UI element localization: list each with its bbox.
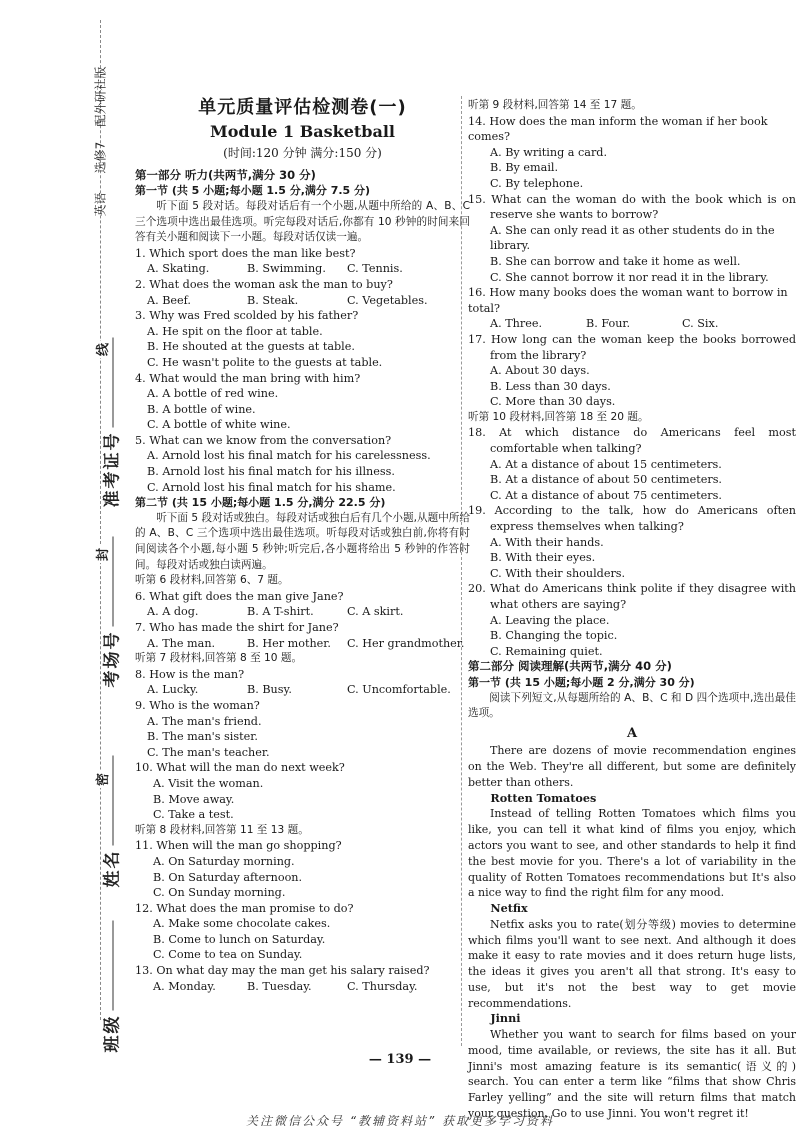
option-b[interactable]: B. Swimming.: [247, 262, 326, 276]
option-b[interactable]: B. Four.: [586, 317, 631, 331]
question-8: 8. How is the man?: [135, 667, 245, 681]
option-c[interactable]: C. Take a test.: [153, 808, 234, 822]
option-b[interactable]: B. A T-shirt.: [247, 605, 314, 619]
book-info: [92, 66, 109, 217]
question-4: 4. What would the man bring with him?: [135, 371, 361, 385]
secret-mark: 密: [92, 771, 111, 788]
question-8-options: [135, 682, 470, 698]
option-a[interactable]: A. A bottle of red wine.: [147, 387, 279, 401]
class-label: 班级: [102, 1014, 123, 1053]
option-b[interactable]: B. Her mother.: [247, 636, 331, 650]
option-c[interactable]: C. Arnold lost his final match for his shame.: [147, 480, 396, 494]
option-b[interactable]: B. He shouted at the guests at table.: [147, 340, 355, 354]
option-a[interactable]: A. About 30 days.: [490, 364, 590, 378]
option-a[interactable]: A. A dog.: [147, 605, 199, 619]
question-7: 7. Who has made the shirt for Jane?: [135, 621, 339, 634]
option-b[interactable]: B. Steak.: [247, 293, 299, 307]
name-blank[interactable]: [112, 756, 114, 846]
option-b[interactable]: B. On Saturday afternoon.: [153, 870, 303, 884]
material-note-7: 听第 7 段材料,回答第 8 至 10 题。: [135, 652, 303, 665]
question-7-options: [135, 636, 470, 652]
binding-margin: [0, 0, 125, 1060]
option-b[interactable]: B. Move away.: [153, 792, 235, 806]
part1-heading: 第一部分 听力(共两节,满分 30 分): [135, 167, 316, 182]
publisher-label: 配外研社版: [93, 66, 108, 127]
question-18: 18. At which distance do Americans feel most comfortable when talking?: [468, 426, 796, 456]
option-b[interactable]: B. By email.: [490, 161, 559, 175]
question-16: 16. How many books does the woman want to borrow in total?: [468, 286, 788, 315]
option-c[interactable]: C. The man's teacher.: [147, 745, 270, 759]
exam-id-blank[interactable]: [112, 338, 114, 428]
exam-id-field[interactable]: [98, 358, 123, 508]
class-field[interactable]: [98, 903, 123, 1053]
part2-section1-instructions: 阅读下列短文,从每题所给的 A、B、C 和 D 四个选项中,选出最佳选项。: [468, 691, 796, 720]
option-a[interactable]: A. By writing a card.: [490, 145, 608, 159]
option-b[interactable]: B. Changing the topic.: [490, 629, 618, 643]
question-2: 2. What does the woman ask the man to buy?: [135, 277, 393, 291]
option-b[interactable]: B. A bottle of wine.: [147, 402, 256, 416]
seal-mark: 封: [92, 546, 111, 563]
option-c[interactable]: C. He wasn't polite to the guests at table.: [147, 355, 383, 369]
option-a[interactable]: A. At a distance of about 15 centimeters.: [490, 457, 722, 471]
material-note-8: 听第 8 段材料,回答第 11 至 13 题。: [135, 823, 309, 836]
question-15: 15. What can the woman do with the book which is on reserve she wants to borrow?: [468, 192, 796, 222]
part2-heading: 第二部分 阅读理解(共两节,满分 40 分): [468, 659, 672, 674]
option-b[interactable]: B. At a distance of about 50 centimeters.: [490, 473, 722, 487]
question-5: 5. What can we know from the conversation?: [135, 433, 392, 447]
option-a[interactable]: A. The man.: [147, 636, 216, 650]
question-1-options: [135, 261, 470, 277]
option-b[interactable]: B. The man's sister.: [147, 730, 258, 744]
subheading-rotten-tomatoes: Rotten Tomatoes: [490, 790, 597, 805]
option-c[interactable]: C. Come to tea on Sunday.: [153, 948, 303, 962]
option-b[interactable]: B. She can borrow and take it home as well.: [490, 254, 741, 268]
passage-paragraph-2: Instead of telling Rotten Tomatoes which films you like, you can tell it what kind of films you enjoy, which actors you want to see, and other standards to help it find the best movie for you. There's a lot of variability in the quality of Rotten Tomatoes recommendations but It's also a nice way to find the right film for any mood.: [468, 807, 796, 900]
question-6-options: [135, 604, 470, 620]
question-17: 17. How long can the woman keep the books borrowed from the library?: [468, 332, 796, 362]
option-a[interactable]: A. Three.: [490, 317, 543, 331]
material-note-9: 听第 9 段材料,回答第 14 至 17 题。: [468, 99, 642, 111]
option-b[interactable]: B. Come to lunch on Saturday.: [153, 932, 326, 946]
option-c[interactable]: C. Thursday.: [347, 979, 418, 993]
passage-paragraph-1: There are dozens of movie recommendation engines on the Web. They're all different, but some are definitely better than others.: [468, 744, 796, 789]
option-c[interactable]: C. Uncomfortable.: [347, 683, 451, 697]
option-b[interactable]: B. Arnold lost his final match for his illness.: [147, 465, 395, 479]
left-column: [135, 97, 470, 994]
subheading-netfix: Netfix: [490, 901, 528, 916]
question-11: 11. When will the man go shopping?: [135, 839, 342, 853]
option-c[interactable]: C. On Sunday morning.: [153, 886, 286, 900]
question-2-options: [135, 293, 470, 309]
question-3: 3. Why was Fred scolded by his father?: [135, 309, 359, 323]
option-a[interactable]: A. Monday.: [153, 979, 216, 993]
line-mark: 线: [92, 341, 111, 358]
material-note-10: 听第 10 段材料,回答第 18 至 20 题。: [468, 410, 649, 423]
option-c[interactable]: C. At a distance of about 75 centimeters.: [490, 488, 722, 502]
module-title: Module 1 Basketball: [210, 121, 395, 141]
question-19: 19. According to the talk, how do Americans often express themselves when talking?: [468, 504, 796, 534]
name-label: 姓名: [102, 849, 123, 888]
room-label: 考场号: [102, 630, 123, 688]
book-label: 选修7: [93, 141, 108, 174]
option-c[interactable]: C. Her grandmother.: [347, 636, 465, 650]
right-column: [468, 98, 796, 1122]
question-6: 6. What gift does the man give Jane?: [135, 589, 344, 603]
subject-label: 英语: [93, 192, 108, 217]
option-c[interactable]: C. She cannot borrow it nor read it in the library.: [490, 270, 769, 284]
class-blank[interactable]: [112, 921, 114, 1011]
option-a[interactable]: A. Arnold lost his final match for his carelessness.: [147, 449, 431, 463]
option-c[interactable]: C. By telephone.: [490, 176, 584, 190]
question-13-options: [135, 979, 470, 995]
option-b[interactable]: B. Tuesday.: [247, 979, 312, 993]
option-a[interactable]: A. Lucky.: [147, 683, 199, 697]
exam-title: 单元质量评估检测卷(一): [198, 97, 407, 118]
question-13: 13. On what day may the man get his salary raised?: [135, 964, 430, 978]
option-b[interactable]: B. Busy.: [247, 683, 292, 697]
option-a[interactable]: A. Leaving the place.: [490, 613, 610, 627]
option-c[interactable]: C. More than 30 days.: [490, 395, 616, 409]
option-a[interactable]: A. He spit on the floor at table.: [147, 324, 323, 338]
option-a[interactable]: A. On Saturday morning.: [153, 854, 295, 868]
name-field[interactable]: [98, 738, 123, 888]
subheading-jinni: Jinni: [490, 1011, 521, 1026]
option-a[interactable]: A. Make some chocolate cakes.: [153, 917, 331, 931]
option-c[interactable]: C. A skirt.: [347, 605, 404, 619]
option-c[interactable]: C. Remaining quiet.: [490, 644, 603, 658]
passage-label: A: [626, 725, 638, 741]
option-a[interactable]: A. Visit the woman.: [153, 776, 264, 790]
option-c[interactable]: C. Six.: [682, 317, 719, 331]
option-c[interactable]: C. With their shoulders.: [490, 566, 626, 580]
part1-section2-instructions: 听下面 5 段对话或独白。每段对话或独白后有几个小题,从题中所给的 A、B、C 三个选项中选出最佳选项。听每段对话或独白前,你将有时间阅读各个小题,每小题 5 秒钟;听完后,各小题将给出 5 秒钟的作答时间。每段对话或独白读两遍。: [135, 511, 470, 571]
time-score-line: (时间:120 分钟 满分:150 分): [223, 146, 382, 161]
option-a[interactable]: A. With their hands.: [490, 535, 604, 549]
question-20: 20. What do Americans think polite if they disagree with what others are saying?: [468, 582, 796, 611]
part1-section1-instructions: 听下面 5 段对话。每段对话后有一个小题,从题中所给的 A、B、C 三个选项中选出最佳选项。听完每段对话后,你都有 10 秒钟的时间来回答有关小题和阅读下一小题。每段对话仅读一遍。: [135, 199, 470, 244]
question-1: 1. Which sport does the man like best?: [135, 246, 356, 260]
question-10: 10. What will the man do next week?: [135, 761, 345, 775]
material-note-6: 听第 6 段材料,回答第 6、7 题。: [135, 574, 289, 587]
option-c[interactable]: C. Vegetables.: [347, 293, 428, 307]
question-16-options: [468, 316, 796, 332]
option-c[interactable]: C. A bottle of white wine.: [147, 418, 291, 432]
room-blank[interactable]: [112, 537, 114, 627]
room-field[interactable]: [98, 538, 123, 688]
exam-id-label: 准考证号: [102, 431, 123, 508]
footer-watermark: 关注微信公众号 “教辅资料站” 获取更多学习资料: [245, 1114, 555, 1128]
option-a[interactable]: A. Beef.: [147, 293, 191, 307]
part1-section2-heading: 第二节 (共 15 小题;每小题 1.5 分,满分 22.5 分): [135, 496, 386, 510]
question-14: 14. How does the man inform the woman if her book comes?: [468, 114, 768, 144]
option-b[interactable]: B. Less than 30 days.: [490, 379, 611, 393]
question-12: 12. What does the man promise to do?: [135, 901, 354, 915]
part2-section1-heading: 第一节 (共 15 小题;每小题 2 分,满分 30 分): [468, 675, 695, 689]
page-number: — 139 —: [368, 1052, 432, 1067]
question-9: 9. Who is the woman?: [135, 698, 260, 712]
passage-paragraph-4: Whether you want to search for films based on your mood, time available, or reviews, the site has it all. But Jinni's most amazing feature is its semantic(语义的) search. You can enter a term like “films that show Chris Farley yelling” and the site will return films that match your question. Go to use Jinni. You won't regret it!: [468, 1028, 796, 1121]
passage-paragraph-3: Netfix asks you to rate(划分等级) movies to determine which films you'll want to see next. And although it does make it easy to rate movies and it does return huge lists, the ideas it gives you aren't all that strong. It's easy to use, but it's not the best way to get movie recommendations.: [468, 917, 796, 1010]
option-a[interactable]: A. The man's friend.: [147, 714, 262, 728]
part1-section1-heading: 第一节 (共 5 小题;每小题 1.5 分,满分 7.5 分): [135, 184, 371, 198]
option-c[interactable]: C. Tennis.: [347, 262, 403, 276]
option-b[interactable]: B. With their eyes.: [490, 551, 596, 565]
option-a[interactable]: A. She can only read it as other students do in the library.: [490, 223, 775, 253]
option-a[interactable]: A. Skating.: [147, 262, 210, 276]
